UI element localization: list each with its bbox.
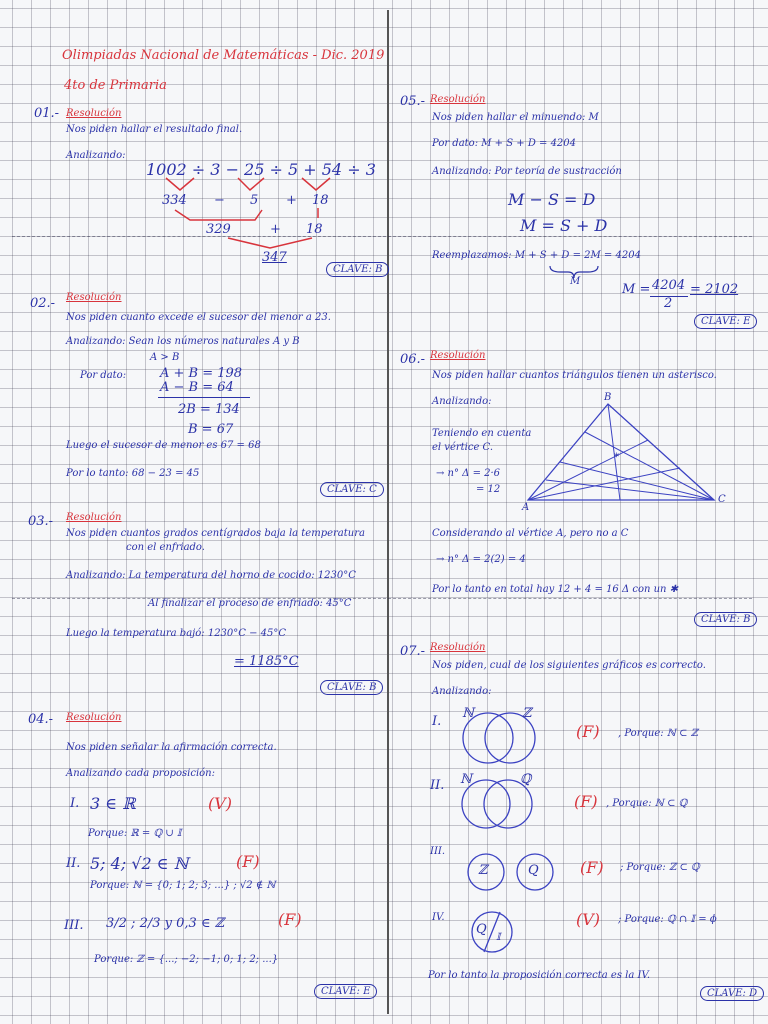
set-label: Q: [476, 922, 487, 937]
operator: +: [286, 193, 297, 208]
expression: 1002 ÷ 3 − 25 ÷ 5 + 54 ÷ 3: [146, 160, 376, 179]
analysis-line: Considerando al vértice A, pero no a C: [432, 528, 629, 539]
equation: A + B = 198: [160, 366, 243, 381]
equation: M − S = D: [508, 190, 596, 209]
truth-value: (F): [278, 910, 302, 929]
document-title: Olimpiadas Nacional de Matemáticas - Dic. 2019: [62, 48, 385, 63]
answer-key-badge: CLAVE: B: [320, 680, 383, 695]
analysis-line: Analizando:: [432, 686, 492, 697]
resolution-heading: Resolución: [66, 512, 122, 523]
set-label: Q: [528, 863, 539, 878]
data-line: Por dato: M + S + D = 4204: [432, 138, 577, 149]
answer-key-badge: CLAVE: B: [326, 262, 389, 277]
note: Teniendo en cuenta: [432, 428, 532, 439]
resolution-heading: Resolución: [430, 642, 486, 653]
problem-statement: Nos piden cuanto excede el sucesor del menor a 23.: [66, 312, 331, 323]
proposition-label: I.: [70, 796, 80, 811]
analizando-label: Analizando:: [66, 150, 126, 161]
final-result: = 2102: [690, 282, 739, 297]
truth-value: (F): [574, 792, 598, 811]
analysis-line: Luego el sucesor de menor es 67 = 68: [66, 440, 261, 451]
analysis-line: Analizando: Por teoría de sustracción: [432, 166, 622, 177]
problem-statement: Nos piden hallar el minuendo: M: [432, 112, 599, 123]
analysis-line: Luego la temperatura bajó: 1230°C − 45°C: [66, 628, 287, 639]
set-label: ℕ: [460, 772, 472, 787]
por-dato-label: Por dato:: [80, 370, 127, 381]
graph-label: III.: [430, 846, 446, 857]
asterisk-mark: *: [614, 452, 619, 463]
set-label: ℕ: [462, 706, 474, 721]
justification: Porque: ℝ = ℚ ∪ 𝕀: [88, 828, 182, 839]
problem-number: 02.-: [30, 296, 56, 311]
equation: 2B = 134: [178, 402, 240, 417]
resolution-heading: Resolución: [430, 94, 486, 105]
justification: ; Porque: ℤ ⊂ ℚ: [620, 862, 700, 873]
final-result: 347: [262, 250, 287, 265]
problem-statement: Nos piden hallar el resultado final.: [66, 124, 243, 135]
substitution-line: Reemplazamos: M + S + D = 2M = 4204: [432, 250, 641, 261]
truth-value: (F): [580, 858, 604, 877]
partial-result: 5: [250, 193, 259, 208]
proposition: 5; 4; √2 ∈ ℕ: [90, 854, 189, 873]
calculation: → n° Δ = 2(2) = 4: [436, 554, 526, 565]
set-label: ℤ: [522, 706, 532, 721]
justification: , Porque: ℕ ⊂ ℤ: [618, 728, 698, 739]
analysis-line: Analizando:: [432, 396, 492, 407]
graph-label: II.: [430, 778, 445, 793]
justification: ; Porque: ℚ ∩ 𝕀 = ϕ: [618, 914, 717, 925]
problem-number: 05.-: [400, 94, 426, 109]
analysis-line: Analizando: Sean los números naturales A y B: [66, 336, 300, 347]
vertex-label: C: [718, 494, 726, 505]
final-result: = 1185°C: [234, 654, 299, 669]
proposition-label: II.: [66, 856, 81, 871]
partial-result: 334: [162, 193, 187, 208]
answer-key-badge: CLAVE: E: [314, 984, 377, 999]
conclusion: Por lo tanto la proposición correcta es la IV.: [428, 970, 651, 981]
operator: +: [270, 222, 281, 237]
brace-label: M: [570, 276, 581, 287]
partial-result: 329: [206, 222, 231, 237]
equation: M = S + D: [520, 216, 608, 235]
problem-number: 06.-: [400, 352, 426, 367]
problem-number: 04.-: [28, 712, 54, 727]
justification: , Porque: ℕ ⊂ ℚ: [606, 798, 688, 809]
problem-statement: con el enfriado.: [126, 542, 205, 553]
resolution-heading: Resolución: [430, 350, 486, 361]
vertex-label: B: [604, 392, 612, 403]
truth-value: (V): [576, 910, 601, 929]
truth-value: (F): [576, 722, 600, 741]
note: el vértice C.: [432, 442, 494, 453]
analysis-line: Analizando: La temperatura del horno de cocido: 1230°C: [66, 570, 356, 581]
answer-key-badge: CLAVE: D: [700, 986, 764, 1001]
problem-statement: Nos piden hallar cuantos triángulos tienen un asterisco.: [432, 370, 717, 381]
calculation: → n° Δ = 2·6: [436, 468, 501, 479]
justification: Porque: ℕ = {0; 1; 2; 3; ...} ; √2 ∉ ℕ: [90, 880, 276, 891]
truth-value: (V): [208, 794, 233, 813]
set-label: ℤ: [478, 863, 488, 878]
resolution-heading: Resolución: [66, 108, 122, 119]
fraction-lhs: M =: [622, 282, 651, 297]
resolution-heading: Resolución: [66, 712, 122, 723]
graph-label: I.: [432, 714, 442, 729]
problem-number: 07.-: [400, 644, 426, 659]
vertex-label: A: [522, 502, 530, 513]
fraction-numerator: 4204: [652, 278, 686, 293]
analysis-line: Al finalizar el proceso de enfriado: 45°C: [148, 598, 352, 609]
answer-key-badge: CLAVE: C: [320, 482, 384, 497]
operator: −: [214, 193, 225, 208]
proposition-label: III.: [64, 918, 84, 933]
problem-number: 01.-: [34, 106, 60, 121]
truth-value: (F): [236, 852, 260, 871]
analysis-line: Analizando cada proposición:: [66, 768, 215, 779]
conclusion: Por lo tanto: 68 − 23 = 45: [66, 468, 200, 479]
grade-label: 4to de Primaria: [64, 78, 167, 93]
problem-number: 03.-: [28, 514, 54, 529]
equation: B = 67: [188, 422, 234, 437]
partial-result: 18: [312, 193, 329, 208]
justification: Porque: ℤ = {...; −2; −1; 0; 1; 2; ...}: [94, 954, 279, 965]
answer-key-badge: CLAVE: B: [694, 612, 757, 627]
set-label: ℚ: [520, 772, 532, 787]
condition: A > B: [150, 352, 180, 363]
fraction-denominator: 2: [664, 296, 673, 311]
problem-statement: Nos piden, cual de los siguientes gráficos es correcto.: [432, 660, 706, 671]
partial-result: 18: [306, 222, 323, 237]
answer-key-badge: CLAVE: E: [694, 314, 757, 329]
equation: A − B = 64: [160, 380, 234, 395]
proposition: 3 ∈ ℝ: [90, 794, 136, 813]
calculation: = 12: [476, 484, 501, 495]
conclusion: Por lo tanto en total hay 12 + 4 = 16 Δ con un ✱: [432, 584, 679, 595]
resolution-heading: Resolución: [66, 292, 122, 303]
problem-statement: Nos piden señalar la afirmación correcta.: [66, 742, 277, 753]
proposition: 3/2 ; 2/3 y 0,3 ∈ ℤ: [106, 916, 225, 931]
graph-label: IV.: [432, 912, 445, 923]
problem-statement: Nos piden cuantos grados centígrados baja la temperatura: [66, 528, 365, 539]
set-label: 𝕀: [496, 932, 501, 943]
